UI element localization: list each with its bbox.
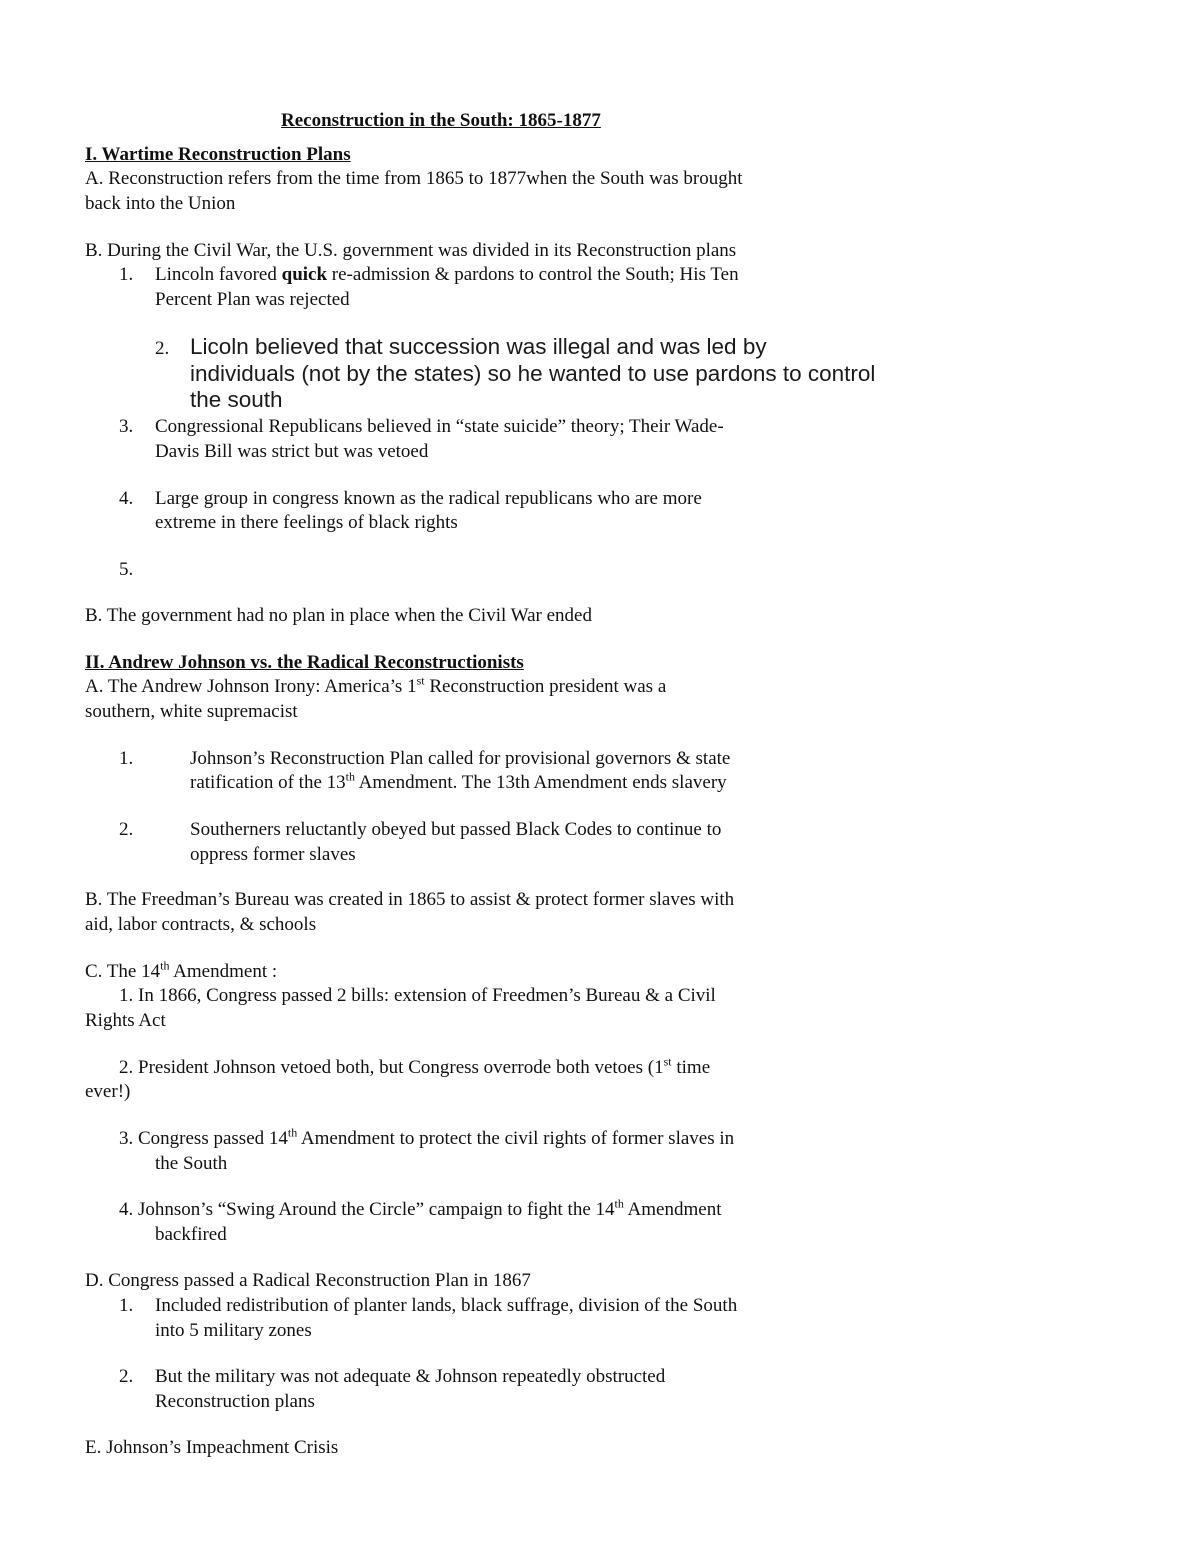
- list-item-line: 2. President Johnson vetoed both, but Congress overrode both vetoes (1st time: [119, 1054, 711, 1078]
- list-number: 2.: [119, 1366, 134, 1387]
- list-item-line: oppress former slaves: [190, 844, 356, 865]
- list-number: 1.: [119, 748, 134, 769]
- list-item-line: the South: [155, 1153, 228, 1174]
- list-item-line: Included redistribution of planter lands, black suffrage, division of the South: [155, 1295, 738, 1316]
- section1-a-line1: A. Reconstruction refers from the time from 1865 to 1877when the South was brought: [85, 168, 743, 189]
- section1-a-line2: back into the Union: [85, 193, 236, 214]
- list-number: 2.: [155, 338, 170, 359]
- list-item-line: ever!): [85, 1081, 131, 1102]
- section2-c-line: C. The 14th Amendment :: [85, 958, 278, 982]
- list-item-line: Large group in congress known as the radical republicans who are more: [155, 488, 702, 509]
- list-number: 1.: [119, 1295, 134, 1316]
- section2-b-line2: aid, labor contracts, & schools: [85, 914, 317, 935]
- list-item-line: Licoln believed that succession was illegal and was led by: [190, 334, 767, 359]
- list-item-line: into 5 military zones: [155, 1320, 312, 1341]
- list-item-line: But the military was not adequate & Johnson repeatedly obstructed: [155, 1366, 666, 1387]
- list-item-line: Southerners reluctantly obeyed but passed Black Codes to continue to: [190, 819, 722, 840]
- bold-word: quick: [281, 264, 328, 285]
- list-number: 3.: [119, 416, 134, 437]
- list-item-line: Lincoln favored quick re-admission & pardons to control the South; His Ten: [155, 264, 739, 285]
- section2-b-line1: B. The Freedman’s Bureau was created in 1865 to assist & protect former slaves with: [85, 889, 735, 910]
- list-item-line: Reconstruction plans: [155, 1391, 315, 1412]
- list-item-line: backfired: [155, 1224, 227, 1245]
- section-heading-1: I. Wartime Reconstruction Plans: [85, 144, 351, 165]
- page-title: Reconstruction in the South: 1865-1877: [281, 110, 601, 131]
- section-heading-2: II. Andrew Johnson vs. the Radical Reconstructionists: [85, 652, 524, 673]
- list-item-line: Congressional Republicans believed in “state suicide” theory; Their Wade-: [155, 416, 724, 437]
- list-item-line: Rights Act: [85, 1010, 166, 1031]
- list-item-line: Johnson’s Reconstruction Plan called for provisional governors & state: [190, 748, 731, 769]
- list-item-line: 1. In 1866, Congress passed 2 bills: extension of Freedmen’s Bureau & a Civil: [119, 985, 716, 1006]
- list-number: 2.: [119, 819, 134, 840]
- list-item-line: Percent Plan was rejected: [155, 289, 350, 310]
- list-number: 1.: [119, 264, 134, 285]
- section1-b2-line: B. The government had no plan in place when the Civil War ended: [85, 605, 592, 626]
- list-item-line: 3. Congress passed 14th Amendment to protect the civil rights of former slaves in: [119, 1125, 735, 1149]
- list-item-line: Davis Bill was strict but was vetoed: [155, 441, 429, 462]
- list-item-line: individuals (not by the states) so he wanted to use pardons to control: [190, 361, 876, 386]
- list-number: 4.: [119, 488, 134, 509]
- list-number: 5.: [119, 559, 134, 580]
- list-item-line: 4. Johnson’s “Swing Around the Circle” campaign to fight the 14th Amendment: [119, 1196, 722, 1220]
- list-item-line: ratification of the 13th Amendment. The 13th Amendment ends slavery: [190, 769, 727, 793]
- section2-a-line2: southern, white supremacist: [85, 701, 298, 722]
- section1-b-line: B. During the Civil War, the U.S. government was divided in its Reconstruction plans: [85, 240, 737, 261]
- section2-e-line: E. Johnson’s Impeachment Crisis: [85, 1437, 339, 1458]
- section2-a-line1: A. The Andrew Johnson Irony: America’s 1st Reconstruction president was a: [85, 673, 667, 697]
- section2-d-line: D. Congress passed a Radical Reconstruction Plan in 1867: [85, 1270, 531, 1291]
- list-item-line: extreme in there feelings of black rights: [155, 512, 458, 533]
- list-item-line: the south: [190, 387, 283, 412]
